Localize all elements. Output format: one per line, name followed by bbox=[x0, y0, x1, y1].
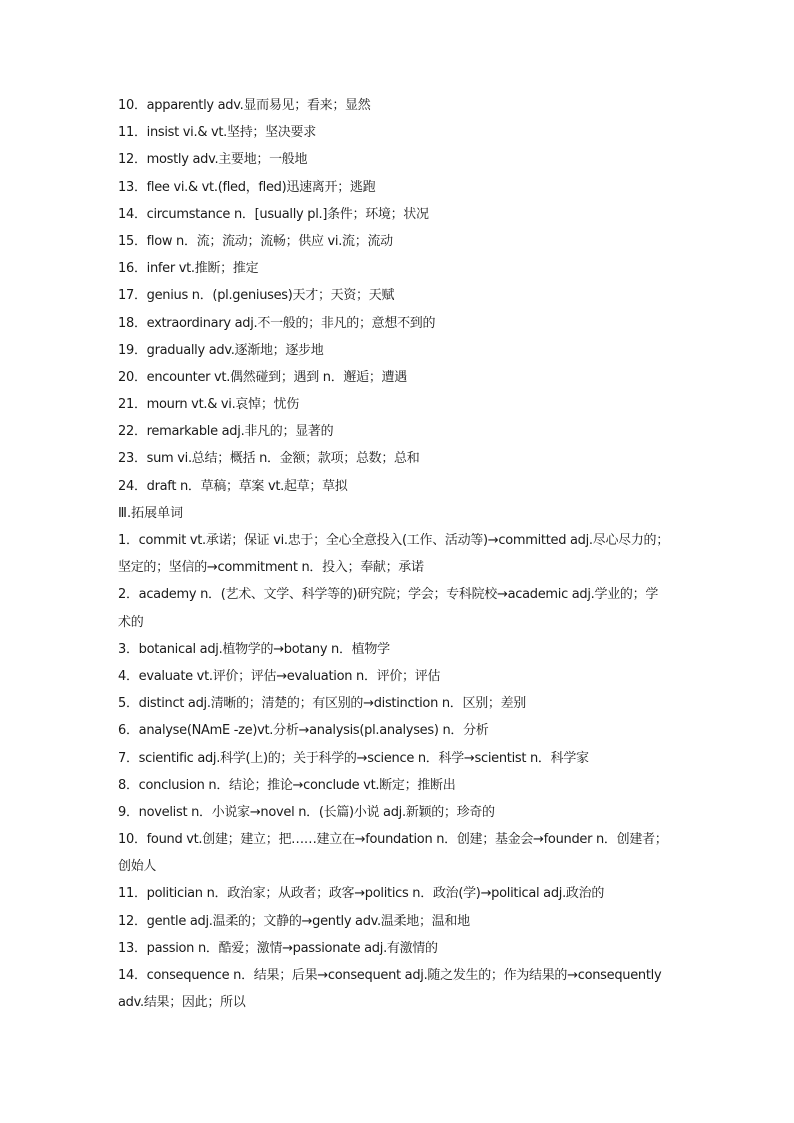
ext-item-2-academy: 2．academy n．(艺术、文学、科学等的)研究院；学会；专科院校→academic adj.学业的；学 bbox=[118, 587, 659, 603]
ext-item-10-found: 10．found vt.创建；建立；把……建立在→foundation n．创建；基金会→founder n．创建者； bbox=[118, 832, 668, 848]
vocab-item-18-extraordinary: 18．extraordinary adj.不一般的；非凡的；意想不到的 bbox=[118, 315, 436, 331]
ext-item-4-evaluate: 4．evaluate vt.评价；评估→evaluation n．评价；评估 bbox=[118, 668, 441, 684]
vocab-item-17-genius: 17．genius n．(pl.geniuses)天才；天资；天赋 bbox=[118, 288, 395, 304]
vocab-item-21-mourn: 21．mourn vt.& vi.哀悼；忧伤 bbox=[118, 397, 299, 413]
vocab-item-15-flow: 15．flow n．流；流动；流畅；供应 vi.流；流动 bbox=[118, 233, 393, 249]
vocab-item-20-encounter: 20．encounter vt.偶然碰到；遇到 n．邂逅；遭遇 bbox=[118, 369, 407, 385]
vocab-item-19-gradually: 19．gradually adv.逐渐地；逐步地 bbox=[118, 342, 324, 358]
ext-item-13-passion: 13．passion n．酷爱；激情→passionate adj.有激情的 bbox=[118, 940, 438, 956]
ext-item-14-consequence-cont: adv.结果；因此；所以 bbox=[118, 995, 246, 1011]
vocab-item-14-circumstance: 14．circumstance n．[usually pl.]条件；环境；状况 bbox=[118, 206, 429, 222]
section-heading-extended-words: Ⅲ.拓展单词 bbox=[118, 505, 184, 521]
ext-item-12-gentle: 12．gentle adj.温柔的；文静的→gently adv.温柔地；温和地 bbox=[118, 913, 470, 929]
vocab-item-12-mostly: 12．mostly adv.主要地；一般地 bbox=[118, 152, 308, 168]
ext-item-5-distinct: 5．distinct adj.清晰的；清楚的；有区别的→distinction n．区别；差别 bbox=[118, 696, 526, 712]
vocab-item-10-apparently: 10．apparently adv.显而易见；看来；显然 bbox=[118, 98, 371, 113]
ext-item-11-politician: 11．politician n．政治家；从政者；政客→politics n．政治(学)→political adj.政治的 bbox=[118, 886, 605, 902]
ext-item-9-novelist: 9．novelist n．小说家→novel n．(长篇)小说 adj.新颖的；珍奇的 bbox=[118, 804, 495, 820]
ext-item-6-analyse: 6．analyse(NAmE -ze)vt.分析→analysis(pl.analyses) n．分析 bbox=[118, 723, 489, 739]
vocab-item-16-infer: 16．infer vt.推断；推定 bbox=[118, 261, 259, 277]
vocab-item-13-flee: 13．flee vi.& vt.(fled，fled)迅速离开；逃跑 bbox=[118, 179, 376, 195]
ext-item-14-consequence: 14．consequence n．结果；后果→consequent adj.随之发生的；作为结果的→consequently bbox=[118, 968, 662, 983]
vocab-item-24-draft: 24．draft n．草稿；草案 vt.起草；草拟 bbox=[118, 478, 348, 494]
vocab-item-23-sum: 23．sum vi.总结；概括 n．金额；款项；总数；总和 bbox=[118, 451, 420, 467]
ext-item-10-found-cont: 创始人 bbox=[118, 859, 157, 875]
ext-item-3-botanical: 3．botanical adj.植物学的→botany n．植物学 bbox=[118, 641, 390, 657]
ext-item-2-academy-cont: 术的 bbox=[118, 614, 144, 630]
ext-item-8-conclusion: 8．conclusion n．结论；推论→conclude vt.断定；推断出 bbox=[118, 777, 456, 793]
ext-item-1-commit: 1．commit vt.承诺；保证 vi.忠于；全心全意投入(工作、活动等)→committed adj.尽心尽力的； bbox=[118, 533, 669, 548]
vocab-item-22-remarkable: 22．remarkable adj.非凡的；显著的 bbox=[118, 424, 334, 440]
vocab-item-11-insist: 11．insist vi.& vt.坚持；坚决要求 bbox=[118, 125, 316, 141]
ext-item-7-scientific: 7．scientific adj.科学(上)的；关于科学的→science n．科学→scientist n．科学家 bbox=[118, 750, 589, 766]
ext-item-1-commit-cont: 坚定的；坚信的→commitment n．投入；奉献；承诺 bbox=[118, 560, 424, 576]
vocabulary-list bbox=[118, 92, 683, 1016]
